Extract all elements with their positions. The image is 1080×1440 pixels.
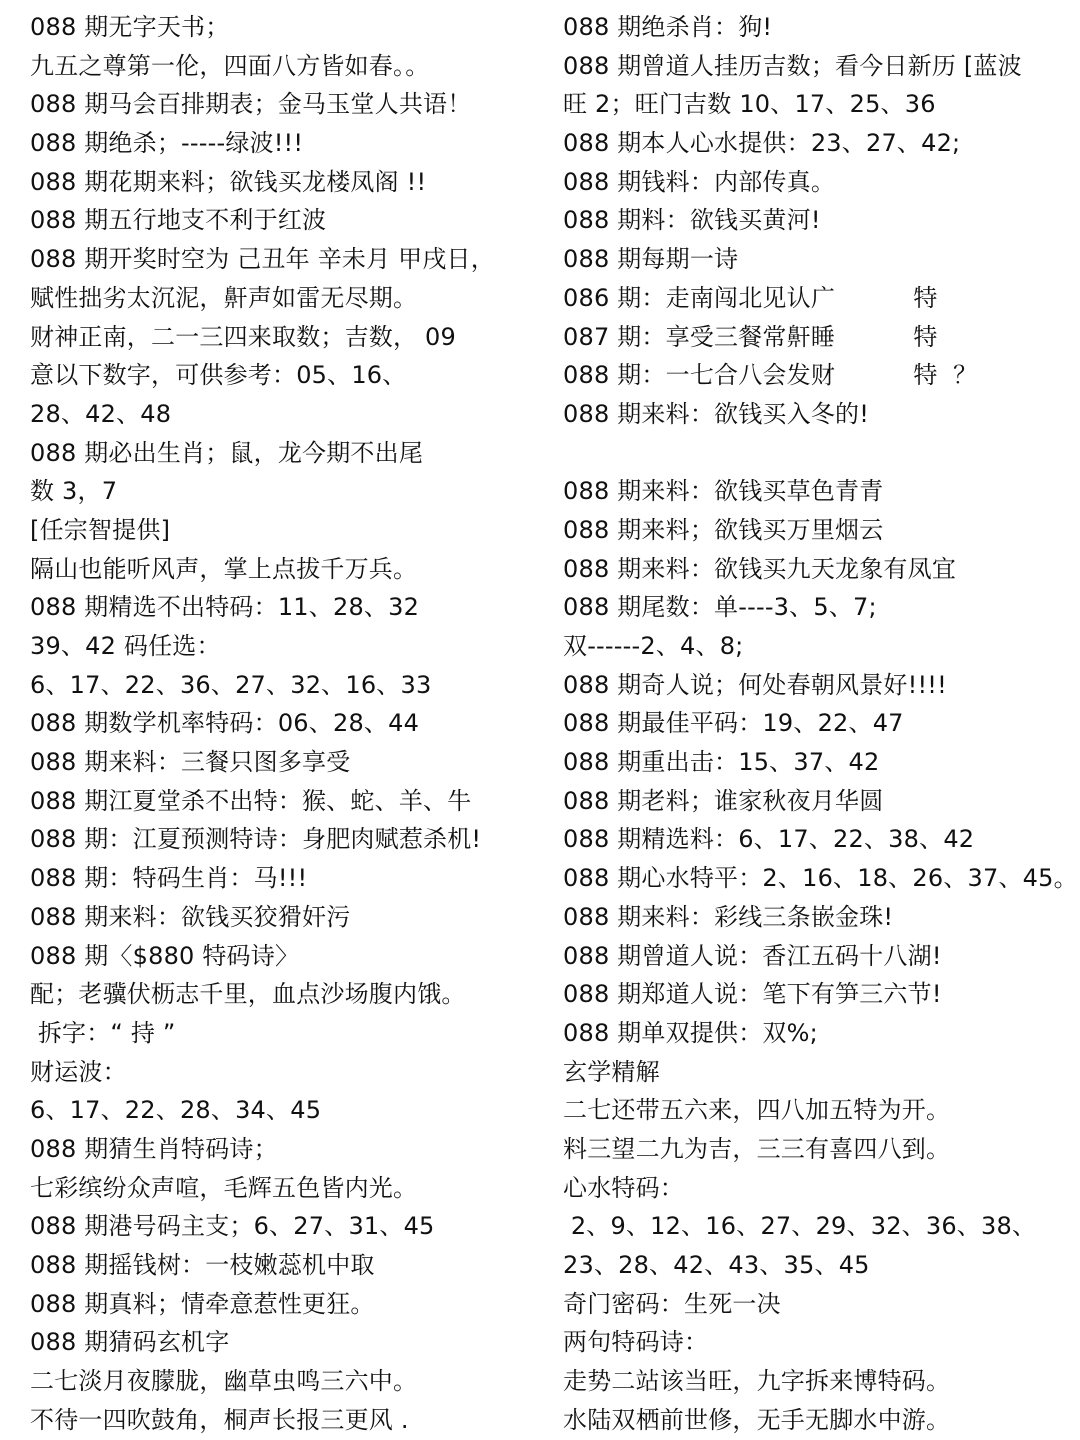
right-text-line: 088 期来料：欲钱买草色青青 [563,477,884,506]
left-text-line: 088 期：江夏预测特诗：身肥肉赋惹杀机! [30,825,482,854]
left-text-line: 088 期开奖时空为 己丑年 辛未月 甲戌日， [30,245,495,274]
right-text-line: 料三望二九为吉，三三有喜四八到。 [563,1134,951,1163]
right-text-line: 088 期本人心水提供：23、27、42; [563,129,961,158]
left-text-line: 隔山也能听风声，掌上点拔千万兵。 [30,554,418,583]
left-text-line: 088 期无字天书； [30,13,230,41]
right-text-line: 088 期来料；欲钱买万里烟云 [563,515,884,544]
left-text-line: 088 期江夏堂杀不出特：猴、蛇、羊、牛 [30,786,472,815]
right-text-line: 088 期曾道人挂历吉数；看今日新历 [蓝波 [563,51,1022,80]
right-text-line: 2、9、12、16、27、29、32、36、38、 [563,1212,1037,1241]
left-text-line: 088 期〈$880 特码诗〉 [30,941,300,970]
right-text-line: 23、28、42、43、35、45 [563,1251,870,1279]
left-text-line: 数 3，7 [30,477,118,506]
right-text-line: 玄学精解 [563,1057,660,1086]
right-text-line: 奇门密码：生死一决 [563,1289,781,1318]
left-text-line: 七彩缤纷众声喧，毛辉五色皆内光。 [30,1173,418,1202]
right-text-line: 088 期每期一诗 [563,245,739,274]
right-text-line: 086 期：走南闯北见认广 特 [563,283,938,312]
left-text-line: 九五之尊第一伦，四面八方皆如春。。 [30,51,430,80]
right-text-line: 088 期心水特平：2、16、18、26、37、45。 [563,864,1078,893]
left-text-line: 拆字：“ 持 ” [30,1018,176,1047]
left-text-line: 意以下数字，可供参考：05、16、 [30,361,407,390]
left-text-line: 赋性拙劣太沉泥，鼾声如雷无尽期。 [30,283,418,312]
right-text-line: 088 期料：欲钱买黄河! [563,206,821,235]
left-text-line: 088 期必出生肖；鼠，龙今期不出尾 [30,438,424,467]
right-text-line: 088 期重出击：15、37、42 [563,748,880,777]
right-text-line: 088 期：一七合八会发财 特 ？ [563,361,978,390]
right-text-line: 088 期最佳平码：19、22、47 [563,709,904,738]
right-text-line: 088 期来料：彩线三条嵌金珠! [563,902,894,931]
left-text-line: 二七淡月夜朦胧，幽草虫鸣三六中。 [30,1367,418,1396]
left-text-line: 088 期港号码主支；6、27、31、45 [30,1212,435,1241]
left-text-line: 088 期摇钱树：一枝嫩蕊机中取 [30,1251,375,1279]
right-text-line: 旺 2；旺门吉数 10、17、25、36 [563,90,936,119]
left-text-line: 6、17、22、36、27、32、16、33 [30,670,432,699]
right-text-line: 088 期单双提供：双%; [563,1018,818,1047]
right-text-line: 087 期：享受三餐常鼾睡 特 [563,322,938,351]
left-text-line: 088 期来料：欲钱买狡猾奸污 [30,902,351,931]
left-text-line: 088 期数学机率特码：06、28、44 [30,709,420,738]
left-text-line: 088 期马会百排期表；金马玉堂人共语！ [30,90,472,119]
right-text-line: 088 期奇人说；何处春朝风景好!!!! [563,670,947,699]
left-text-line: 39、42 码任选： [30,632,221,660]
right-text-line: 心水特码： [563,1173,684,1202]
left-text-line: 088 期猜码玄机字 [30,1328,230,1357]
right-blank-line [563,434,1073,473]
right-text-line: 两句特码诗： [563,1328,709,1357]
left-text-line: 6、17、22、28、34、45 [30,1096,322,1125]
right-text-line: 088 期来料：欲钱买九天龙象有凤宜 [563,554,957,583]
right-text-line: 088 期精选料：6、17、22、38、42 [563,825,975,854]
left-text-line: 088 期真料；情牵意惹性更狂。 [30,1289,375,1318]
left-text-line: 配；老骥伏枥志千里，血点沙场腹内饿。 [30,980,466,1009]
right-text-line: 088 期曾道人说：香江五码十八湖! [563,941,942,970]
right-text-line: 088 期郑道人说：笔下有笋三六节! [563,980,942,1009]
right-text-line: 088 期来料：欲钱买入冬的! [563,399,870,428]
left-text-line: 不待一四吹鼓角，桐声长报三更风 . [30,1405,409,1434]
right-text-line: 二七还带五六来，四八加五特为开。 [563,1096,951,1125]
left-text-line: 财神正南，二一三四来取数；吉数， 09 [30,322,456,351]
left-text-line: 088 期：特码生肖：马!!! [30,864,308,893]
right-text-line: 088 期老料；谁家秋夜月华圆 [563,786,884,815]
left-text-line: 088 期花期来料；欲钱买龙楼凤阁 !! [30,167,427,196]
right-text-line: 走势二站该当旺，九字拆来博特码。 [563,1367,951,1396]
right-text-line: 088 期钱料：内部传真。 [563,167,836,196]
left-text-line: 088 期来料：三餐只图多享受 [30,748,351,777]
left-text-line: 088 期精选不出特码：11、28、32 [30,593,420,622]
left-text-line: 28、42、48 [30,399,172,428]
right-text-line: 088 期尾数：单----3、5、7; [563,593,877,622]
left-text-line: [任宗智提供] [30,515,171,544]
left-text-line: 088 期猜生肖特码诗； [30,1134,278,1163]
right-text-line: 088 期绝杀肖：狗! [563,13,773,41]
right-column [563,8,1078,1439]
left-column [30,8,550,1439]
left-text-line: 088 期五行地支不利于红波 [30,206,327,235]
left-text-line: 财运波： [30,1057,127,1086]
right-text-line: 水陆双栖前世修，无手无脚水中游。 [563,1405,951,1434]
right-text-line: 双------2、4、8; [563,632,744,660]
left-text-line: 088 期绝杀；-----绿波!!! [30,129,304,158]
